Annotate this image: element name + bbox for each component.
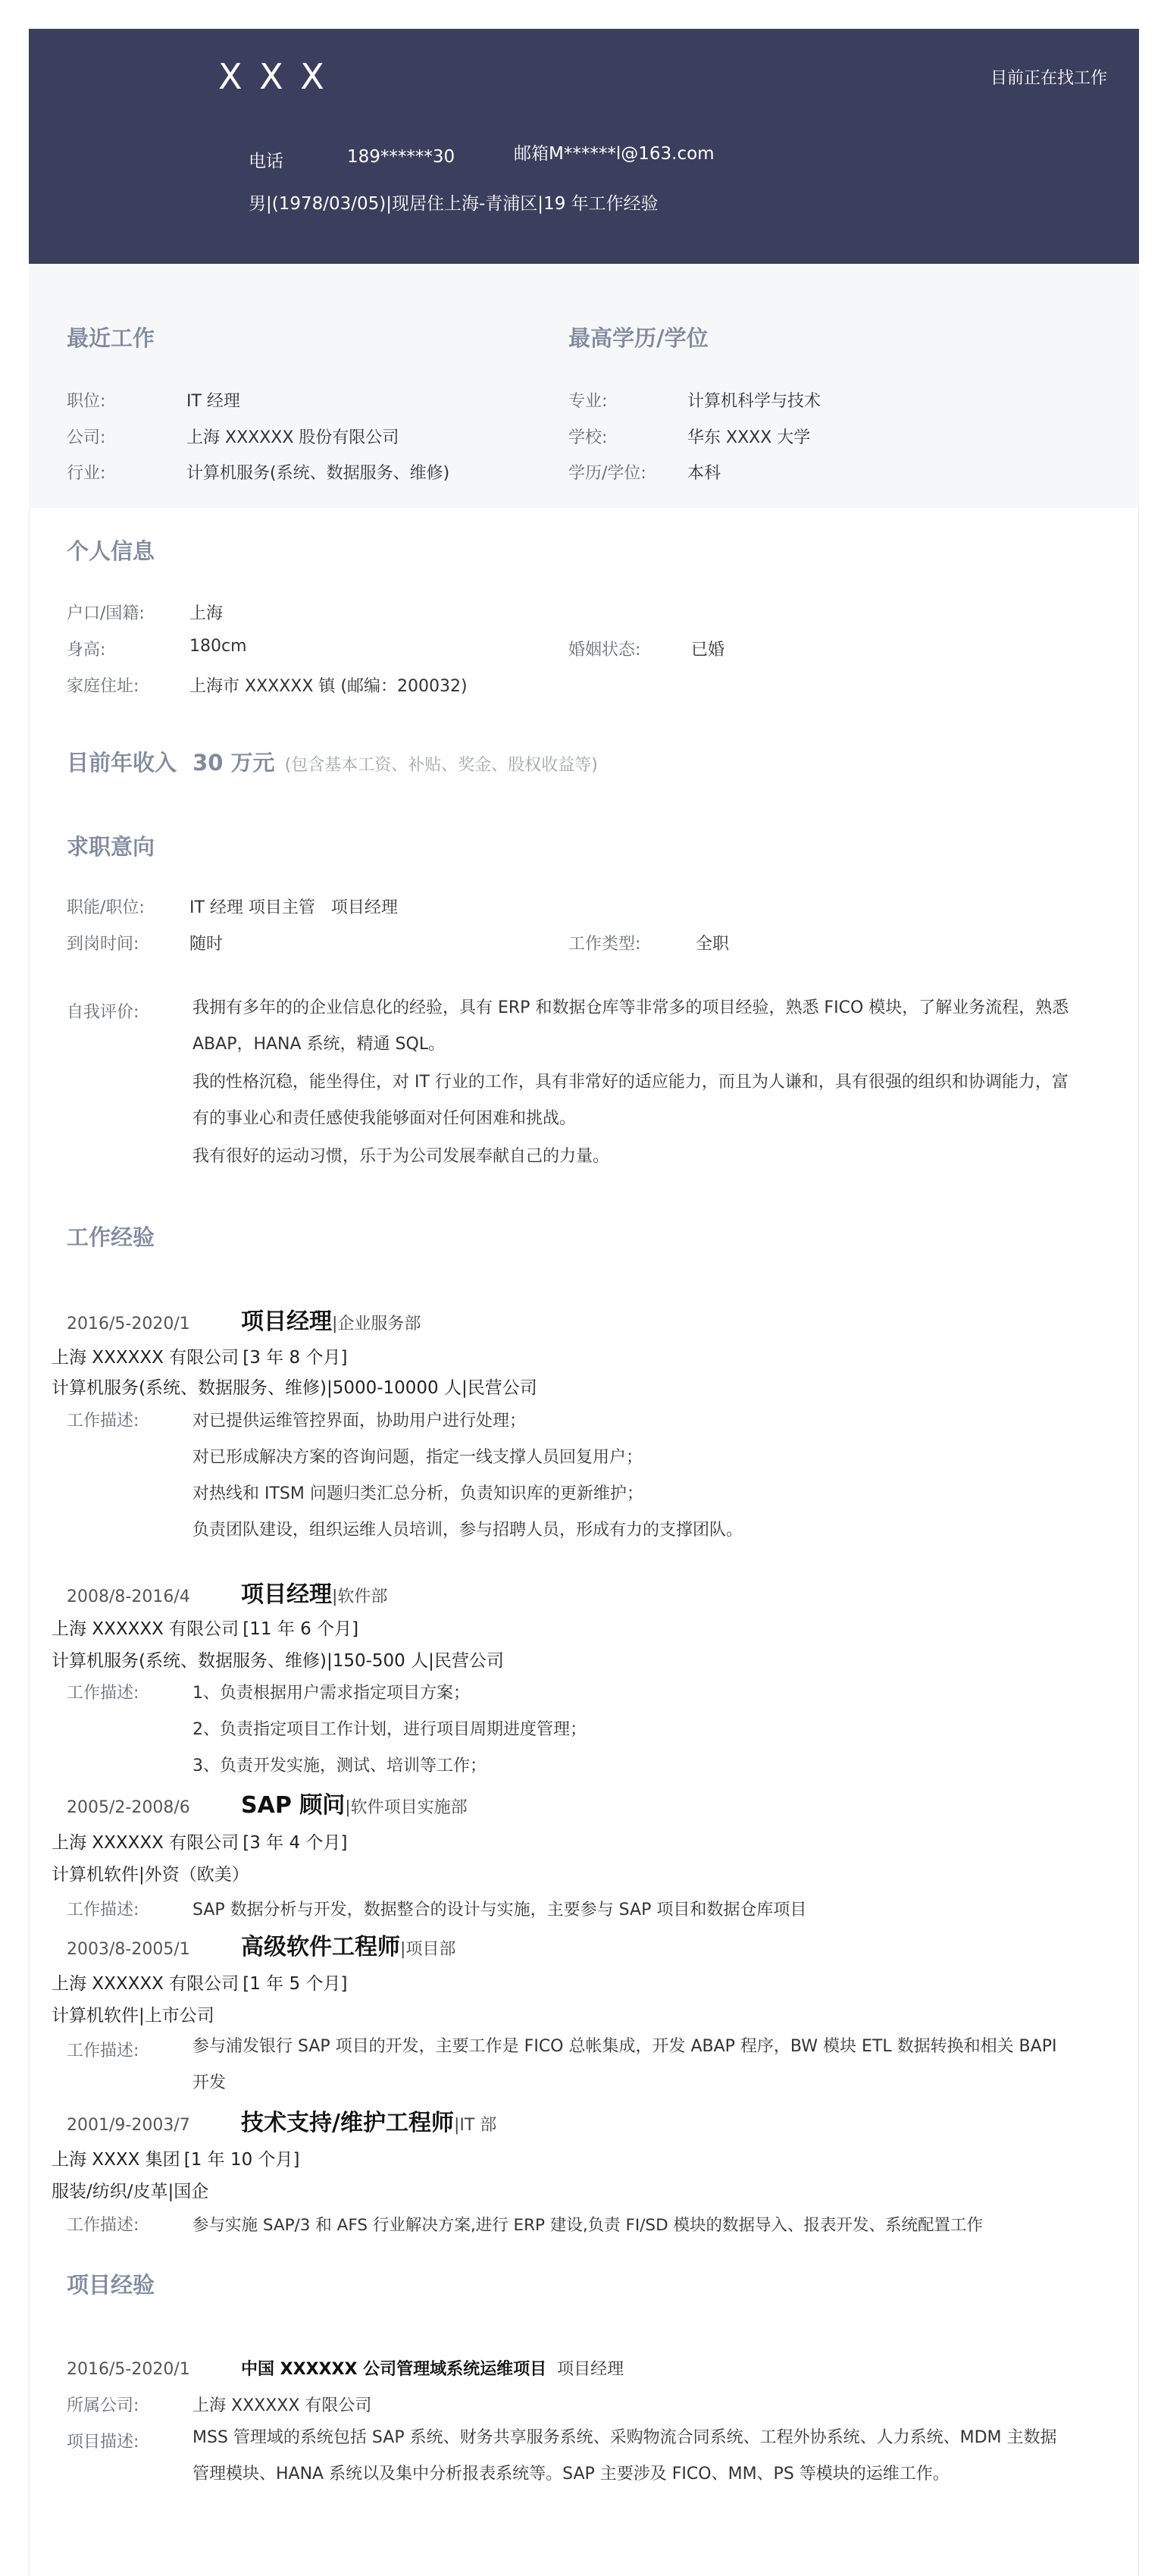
job-company: 上海 XXXXXX 有限公司 — [52, 1348, 239, 1368]
job-industry: 计算机服务(系统、数据服务、维修)|5000-10000 人|民营公司 — [52, 1378, 537, 1398]
job-title: 项目经理 — [241, 1581, 332, 1608]
basic-info: 男|(1978/03/05)|现居住上海-青浦区|19 年工作经验 — [249, 194, 659, 214]
income-title: 目前年收入 — [67, 750, 177, 776]
work-type-value: 全职 — [696, 935, 730, 954]
job-duration: [3 年 8 个月] — [243, 1348, 348, 1368]
education-label: 学历/学位: — [568, 464, 646, 483]
job-desc-label: 工作描述: — [67, 1901, 139, 1919]
job-industry: 计算机软件|外资（欧美） — [52, 1865, 249, 1885]
job-department: |IT 部 — [453, 2116, 497, 2135]
job-period: 2001/9-2003/7 — [67, 2116, 190, 2135]
recent-job-label: 职位: — [67, 392, 106, 411]
recent-job-title: 最近工作 — [67, 325, 155, 351]
job-heading — [67, 2104, 496, 2137]
job-department: |软件项目实施部 — [345, 1798, 468, 1817]
job-period: 2008/8-2016/4 — [67, 1587, 190, 1606]
job-company-line — [52, 1829, 347, 1854]
project-company: 上海 XXXXXX 有限公司 — [192, 2396, 372, 2415]
job-duration: [11 年 6 个月] — [243, 1619, 359, 1639]
job-company: 上海 XXXXXX 有限公司 — [52, 1974, 239, 1994]
height-value: 180cm — [189, 637, 247, 656]
job-industry: 服装/纺织/皮革|国企 — [52, 2182, 209, 2202]
job-search-status: 目前正在找工作 — [990, 69, 1107, 88]
job-desc-line: 对已提供运维管控界面，协助用户进行处理； — [192, 1412, 527, 1431]
job-period: 2005/2-2008/6 — [67, 1798, 190, 1817]
job-desc-line: 参与实施 SAP/3 和 AFS 行业解决方案,进行 ERP 建设,负责 FI/SD 模块的数据导入、报表开发、系统配置工作 — [192, 2216, 983, 2235]
income-line — [67, 746, 598, 777]
address-label: 家庭住址: — [67, 677, 139, 696]
education-label: 专业: — [568, 392, 608, 411]
income-amount: 30 万元 — [192, 750, 275, 776]
project-description: MSS 管理域的系统包括 SAP 系统、财务共享服务系统、采购物流合同系统、工程外协系统、人力系统、MDM 主数据管理模块、HANA 系统以及集中分析报表系统等。SAP 主要涉及 FICO、MM、PS 等模块的运维工作。 — [192, 2428, 1057, 2484]
marital-value: 已婚 — [691, 641, 725, 660]
job-heading — [67, 1302, 421, 1336]
job-desc-line: 负责团队建设，组织运维人员培训，参与招聘人员，形成有力的支撑团队。 — [192, 1521, 743, 1540]
income-note: (包含基本工资、补贴、奖金、股权收益等) — [284, 756, 598, 775]
job-company-line — [52, 1343, 347, 1368]
project-name: 中国 XXXXXX 公司管理域系统运维项目 — [241, 2360, 547, 2379]
job-desc-line: 对热线和 ITSM 问题归类汇总分析，负责知识库的更新维护； — [192, 1484, 643, 1503]
phone-label: 电话 — [249, 152, 283, 171]
job-heading — [67, 1575, 387, 1609]
job-desc-line: 3、负责开发实施，测试、培训等工作； — [192, 1757, 487, 1775]
education-value: 华东 XXXX 大学 — [687, 428, 811, 447]
job-desc-label: 工作描述: — [67, 2216, 139, 2235]
job-heading — [67, 1786, 468, 1819]
job-desc-line: 对已形成解决方案的咨询问题，指定一线支撑人员回复用户； — [192, 1448, 643, 1467]
job-desc-line: 参与浦发银行 SAP 项目的开发，主要工作是 FICO 总帐集成，开发 ABAP 程序，BW 模块 ETL 数据转换和相关 BAPI 开发 — [192, 2037, 1057, 2092]
education-value: 计算机科学与技术 — [687, 392, 821, 411]
email: 邮箱M******l@163.com — [514, 144, 715, 164]
address-value: 上海市 XXXXXX 镇 (邮编：200032) — [189, 677, 468, 696]
job-duration: [1 年 5 个月] — [243, 1974, 348, 1994]
resume-header — [29, 29, 1139, 264]
project-desc-label: 项目描述: — [67, 2433, 139, 2452]
job-intention-title: 求职意向 — [67, 834, 155, 860]
job-duration: [1 年 10 个月] — [183, 2150, 300, 2170]
job-company: 上海 XXXXXX 有限公司 — [52, 1833, 239, 1853]
education-label: 学校: — [568, 428, 608, 447]
job-desc-label: 工作描述: — [67, 2042, 139, 2060]
recent-job-label: 行业: — [67, 464, 106, 483]
job-desc-line: 2、负责指定项目工作计划，进行项目周期进度管理； — [192, 1720, 587, 1739]
project-heading — [67, 2356, 624, 2380]
job-company-line — [52, 1615, 358, 1640]
arrival-label: 到岗时间: — [67, 935, 139, 954]
job-duration: [3 年 4 个月] — [243, 1833, 348, 1853]
job-title: 高级软件工程师 — [241, 1934, 400, 1960]
project-period: 2016/5-2020/1 — [67, 2360, 190, 2379]
personal-info-title: 个人信息 — [67, 538, 155, 564]
job-industry: 计算机软件|上市公司 — [52, 2006, 214, 2026]
job-title: 技术支持/维护工程师 — [241, 2110, 454, 2136]
job-period: 2016/5-2020/1 — [67, 1315, 190, 1333]
job-department: |企业服务部 — [332, 1315, 421, 1333]
job-company: 上海 XXXX 集团 — [52, 2150, 180, 2170]
function-value: IT 经理 项目主管 项目经理 — [189, 898, 398, 917]
project-experience-title: 项目经验 — [67, 2272, 155, 2298]
job-department: |软件部 — [332, 1587, 388, 1606]
education-title: 最高学历/学位 — [568, 325, 709, 351]
job-desc-line: SAP 数据分析与开发，数据整合的设计与实施，主要参与 SAP 项目和数据仓库项目 — [192, 1901, 807, 1919]
job-company-line — [52, 1970, 347, 1995]
hukou-value: 上海 — [189, 604, 224, 623]
marital-label: 婚姻状态: — [568, 641, 641, 660]
hukou-label: 户口/国籍: — [67, 604, 145, 623]
self-evaluation-paragraph: 我的性格沉稳，能坐得住，对 IT 行业的工作，具有非常好的适应能力，而且为人谦和，具有很强的组织和协调能力，富有的事业心和责任感使我能够面对任何困难和挑战。 — [192, 1073, 1069, 1128]
job-desc-line: 1、负责根据用户需求指定项目方案； — [192, 1684, 470, 1703]
job-company-line — [52, 2145, 300, 2170]
work-experience-title: 工作经验 — [67, 1224, 155, 1250]
self-evaluation-label: 自我评价: — [67, 1003, 139, 1022]
self-evaluation-paragraph: 我拥有多年的的企业信息化的经验，具有 ERP 和数据仓库等非常多的项目经验，熟悉 FICO 模块，了解业务流程，熟悉 ABAP，HANA 系统，精通 SQL。 — [192, 998, 1069, 1054]
job-period: 2003/8-2005/1 — [67, 1940, 190, 1959]
job-department: |项目部 — [400, 1940, 456, 1959]
function-label: 职能/职位: — [67, 898, 145, 917]
work-type-label: 工作类型: — [568, 935, 641, 954]
project-company-label: 所属公司: — [67, 2396, 139, 2415]
height-label: 身高: — [67, 641, 106, 660]
phone-number: 189******30 — [347, 147, 455, 167]
candidate-name: X X X — [218, 56, 327, 97]
job-industry: 计算机服务(系统、数据服务、维修)|150-500 人|民营公司 — [52, 1651, 504, 1671]
job-title: SAP 顾问 — [241, 1792, 346, 1819]
arrival-value: 随时 — [189, 935, 224, 954]
job-desc-label: 工作描述: — [67, 1684, 139, 1703]
recent-job-value: IT 经理 — [186, 392, 240, 411]
project-role: 项目经理 — [557, 2360, 624, 2379]
job-heading — [67, 1928, 455, 1961]
education-value: 本科 — [687, 464, 721, 483]
self-evaluation-paragraph: 我有很好的运动习惯，乐于为公司发展奉献自己的力量。 — [192, 1147, 610, 1166]
job-title: 项目经理 — [241, 1308, 332, 1335]
recent-job-label: 公司: — [67, 428, 106, 447]
job-company: 上海 XXXXXX 有限公司 — [52, 1619, 239, 1639]
recent-job-value: 上海 XXXXXX 股份有限公司 — [186, 428, 399, 447]
job-desc-label: 工作描述: — [67, 1412, 139, 1431]
recent-job-value: 计算机服务(系统、数据服务、维修) — [186, 464, 450, 483]
